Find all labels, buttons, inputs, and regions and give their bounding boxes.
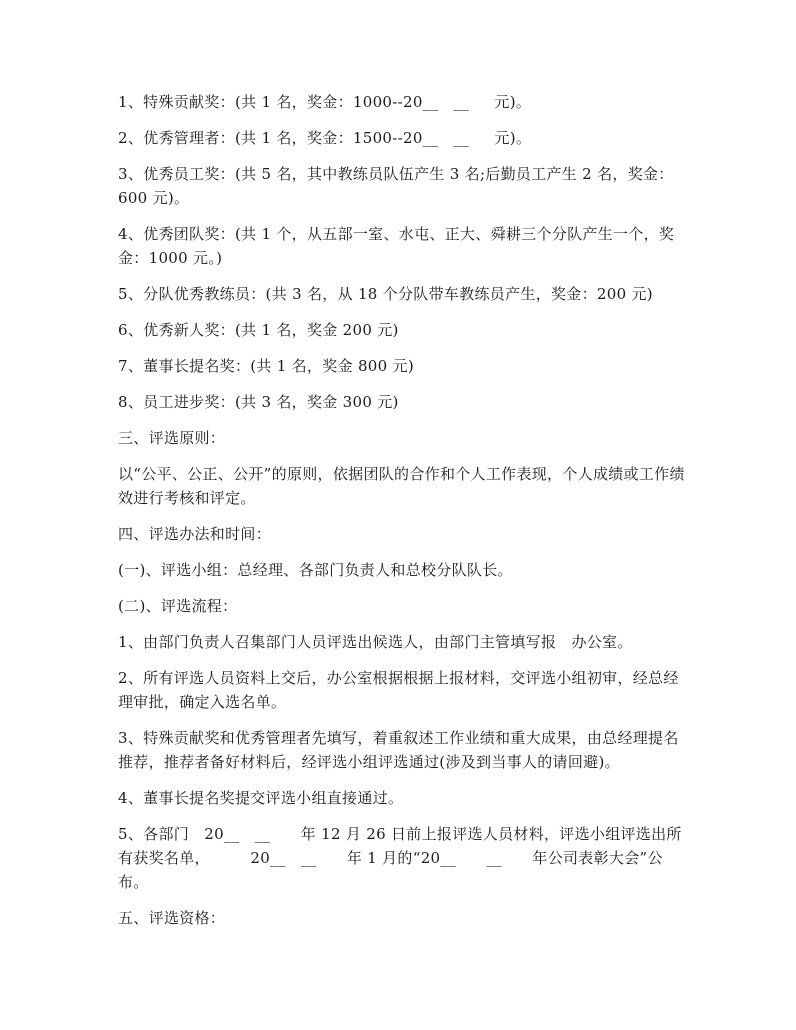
award-item-7: 7、董事长提名奖：(共 1 名，奖金 800 元) [118, 357, 414, 375]
process-step-3: 3、特殊贡献奖和优秀管理者先填写，着重叙述工作业绩和重大成果，由总经理提名推荐，推荐者备好材料后，经评选小组评选通过(涉及到当事人的请回避)。 [118, 729, 679, 771]
award-item-3: 3、优秀员工奖：(共 5 名，其中教练员队伍产生 3 名;后勤员工产生 2 名，奖金：600 元)。 [118, 165, 674, 207]
process-step-4: 4、董事长提名奖提交评选小组直接通过。 [118, 789, 404, 807]
process-step-2: 2、所有评选人员资料上交后，办公室根据根据上报材料，交评选小组初审，经总经理审批，确定入选名单。 [118, 669, 679, 711]
award-item-2: 2、优秀管理者：(共 1 名，奖金：1500--20__ __ 元)。 [118, 129, 532, 147]
section-heading-principles: 三、评选原则： [118, 429, 226, 447]
method-group: (一)、评选小组：总经理、各部门负责人和总校分队队长。 [118, 561, 513, 579]
award-item-4: 4、优秀团队奖：(共 1 个，从五部一室、水屯、正大、舜耕三个分队产生一个，奖金：1000 元。) [118, 225, 675, 267]
method-process-heading: (二)、评选流程： [118, 597, 238, 615]
award-item-8: 8、员工进步奖：(共 3 名，奖金 300 元) [118, 393, 399, 411]
award-item-6: 6、优秀新人奖：(共 1 名，奖金 200 元) [118, 321, 399, 339]
process-step-1: 1、由部门负责人召集部门人员评选出候选人，由部门主管填写报 办公室。 [118, 633, 633, 651]
award-item-1: 1、特殊贡献奖：(共 1 名，奖金：1000--20__ __ 元)。 [118, 93, 532, 111]
section-heading-eligibility: 五、评选资格： [118, 909, 226, 927]
document-body [118, 90, 688, 942]
section-heading-method: 四、评选办法和时间： [118, 525, 272, 543]
principles-text: 以“公平、公正、公开”的原则，依据团队的合作和个人工作表现，个人成绩或工作绩效进行考核和评定。 [118, 465, 685, 507]
process-step-5: 5、各部门 20__ __ 年 12 月 26 日前上报评选人员材料，评选小组评选出所有获奖名单， 20__ __ 年 1 月的“20__ __ 年公司表彰大会”公布。 [118, 825, 682, 891]
award-item-5: 5、分队优秀教练员：(共 3 名，从 18 个分队带车教练员产生，奖金：200 元) [118, 285, 653, 303]
